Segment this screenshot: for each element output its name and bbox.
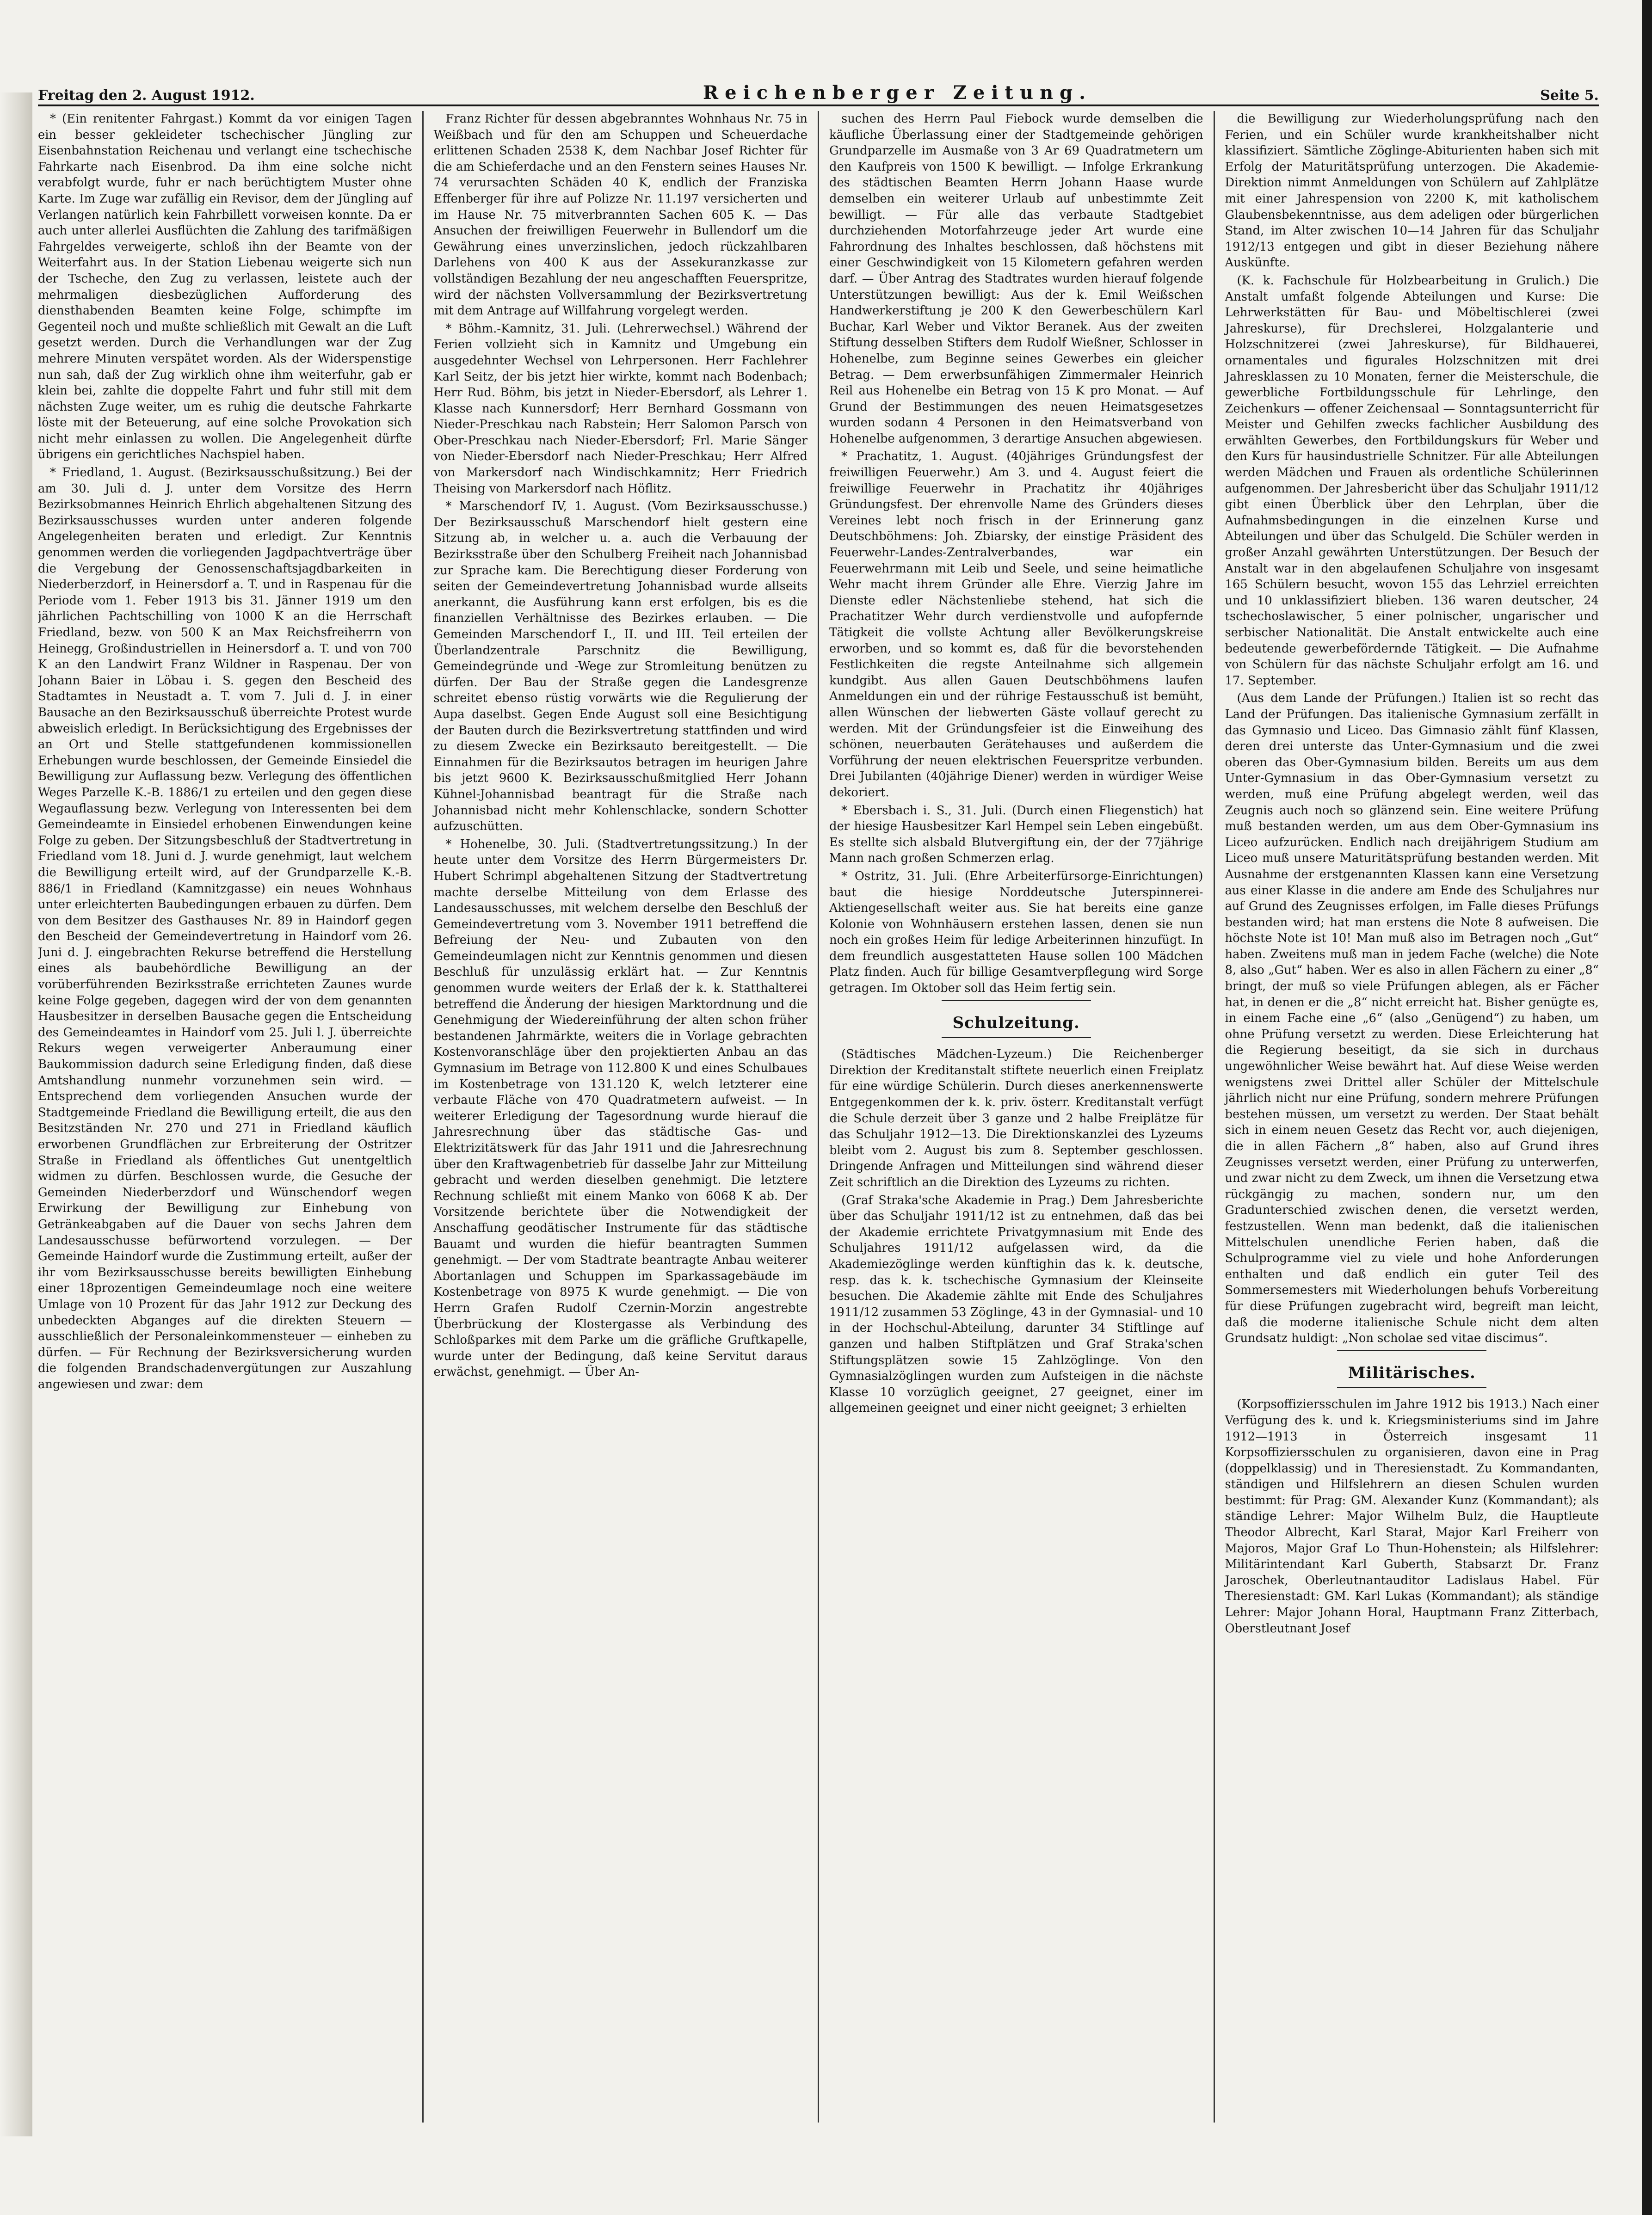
- article: die Bewilligung zur Wiederholungsprüfung nach den Ferien, und ein Schüler wurde krankheitshalber nicht klassifiziert. Sämtliche Zöglinge-Abiturienten haben sich mit Erfolg der Maturitätsprüfung unterzogen. Die Akademie-Direktion nimmt Anmeldungen von Schülern auf Zahlplätze mit einer Jahrespension von 2200 K, mit katholischem Glaubensbekenntnisse, aus dem adeligen oder bürgerlichen Stand, im Alter zwischen 10—14 Jahren für das Schuljahr 1912/13 entgegen und gibt in dieser Beziehung nähere Auskünfte.: [1225, 112, 1599, 270]
- section-divider: [1337, 1350, 1486, 1351]
- article: * Marschendorf IV, 1. August. (Vom Bezirksausschusse.) Der Bezirksausschuß Marschendorf hielt gestern eine Sitzung ab, in welcher u. a. auch die Verbauung der Bezirksstraße über den Schulberg Freiheit nach Johannisbad zur Sprache kam. Die Berechtigung dieser Forderung von seiten der Gemeindevertretung Johannisbad wurde allseits anerkannt, die Ausführung kann erst erfolgen, bis es die finanziellen Verhältnisse des Bezirkes erlauben. — Die Gemeinden Marschendorf I., II. und III. Teil erteilen der Überlandzentrale Parschnitz die Bewilligung, Gemeindegründe und -Wege zur Stromleitung benützen zu dürfen. Der Bau der Straße gegen die Landesgrenze schreitet ebenso rüstig vorwärts wie die Regulierung der Aupa daselbst. Gegen Ende August soll eine Besichtigung der Bauten durch die Bezirksvertretung stattfinden und wird zu diesem Zwecke ein Bezirksauto bereitgestellt. — Die Einnahmen für die Bezirksautos betragen im heurigen Jahre bis jetzt 9600 K. Bezirksausschußmitglied Herr Johann Kühnel-Johannisbad beantragt für die Straße nach Johannisbad nicht mehr Kohlenschlacke, sondern Schotter aufzuschütten.: [433, 499, 808, 834]
- section-title-schulzeitung: Schulzeitung.: [952, 1013, 1080, 1032]
- section-divider: [1337, 1387, 1486, 1388]
- article: * Böhm.-Kamnitz, 31. Juli. (Lehrerwechsel.) Während der Ferien vollzieht sich in Kamnitz und Umgebung ein ausgedehnter Wechsel von Lehrpersonen. Herr Fachlehrer Karl Seitz, der bis jetzt hier wirkte, kommt nach Bodenbach; Herr Rud. Böhm, bis jetzt in Nieder-Ebersdorf, als Lehrer 1. Klasse nach Kunnersdorf; Herr Bernhard Gossmann von Nieder-Preschkau nach Rabstein; Herr Salomon Parsch von Ober-Preschkau nach Nieder-Ebersdorf; Frl. Marie Sänger von Nieder-Ebersdorf nach Nieder-Preschkau; Herr Alfred von Markersdorf nach Windischkamnitz; Herr Friedrich Theising von Markersdorf nach Höflitz.: [433, 321, 808, 496]
- article: (K. k. Fachschule für Holzbearbeitung in Grulich.) Die Anstalt umfaßt folgende Abteilungen und Kurse: Die Lehrwerkstätten für Bau- und Möbeltischlerei (zwei Jahreskurse), für Drechslerei, Holzgalanterie und Holzschnitzerei (zwei Jahreskurse), für Bildhauerei, ornamentales und figurales Holzschnitzen mit drei Jahresklassen zu 10 Monaten, ferner die Meisterschule, die gewerbliche Fortbildungsschule für Lehrlinge, den Zeichenkurs — offener Zeichensaal — Sonntagsunterricht für Meister und Gehilfen zwecks fachlicher Ausbildung des erwählten Gewerbes, den Fortbildungskurs für Weber und den Kurs für hausindustrielle Schnitzer. Für alle Abteilungen werden Mädchen und Frauen als ordentliche Schülerinnen aufgenommen. Der Jahresbericht über das Schuljahr 1911/12 gibt einen Überblick über den Lehrplan, über die Aufnahmsbedingungen in die einzelnen Kurse und Abteilungen und über das Schulgeld. Die Schüler werden in großer Anzahl gewährten Unterstützungen. Der Besuch der Anstalt war in den abgelaufenen Schuljahre von insgesamt 165 Schülern besucht, wovon 155 das Lehrziel erreichten und 10 unklassifiziert blieben. 136 waren deutscher, 24 tschechoslawischer, 5 einer polnischer, ungarischer und serbischer Nationalität. Die Anstalt entwickelte auch eine bedeutende gewerbefördernde Tätigkeit. — Die Aufnahme von Schülern für das nächste Schuljahr erfolgt am 16. und 17. September.: [1225, 273, 1599, 688]
- scan-binding-shadow: [0, 92, 32, 2136]
- section-divider: [942, 1037, 1091, 1038]
- article: suchen des Herrn Paul Fiebock wurde demselben die käufliche Überlassung einer der Stadtgemeinde gehörigen Grundparzelle im Ausmaße von 3 Ar 69 Quadratmetern um den Kaufpreis von 1500 K bewilligt. — Infolge Erkrankung des städtischen Beamten Herrn Johann Haase wurde demselben ein weiterer Urlaub auf unbestimmte Zeit bewilligt. — Für alle das verbaute Stadtgebiet durchziehenden Motorfahrzeuge jeder Art wurde eine Fahrordnung des Inhaltes beschlossen, daß höchstens mit einer Geschwindigkeit von 15 Kilometern gefahren werden darf. — Über Antrag des Stadtrates wurden hierauf folgende Unterstützungen bewilligt: Aus der k. Emil Weißschen Handwerkerstiftung je 200 K den Gewerbeschülern Karl Buchar, Karl Weber und Viktor Beranek. Aus der zweiten Stiftung desselben Stifters dem Rudolf Wießner, Schlosser in Hohenelbe, zum Beginne seines Gewerbes ein gleicher Betrag. — Dem erwerbsunfähigen Zimmermaler Heinrich Reil aus Hohenelbe ein Betrag von 15 K pro Monat. — Auf Grund der Bestimmungen des neuen Heimatsgesetzes wurden sodann 4 Personen in den Heimatsverband von Hohenelbe aufgenommen, 3 derartige Ansuchen abgewiesen.: [829, 112, 1203, 446]
- header-date: Freitag den 2. August 1912.: [38, 87, 255, 104]
- article: * Ostritz, 31. Juli. (Ehre Arbeiterfürsorge-Einrichtungen) baut die hiesige Norddeutsche Juterspinnerei-Aktiengesellschaft weiter aus. Sie hat bereits eine ganze Kolonie von Wohnhäusern erstehen lassen, denen sie nun noch ein großes Heim für ledige Arbeiterinnen hinzufügt. In dem freundlich ausgestatteten Hause sollen 100 Mädchen Platz finden. Auch für billige Gesamtverpflegung wird Sorge getragen. Im Oktober soll das Heim fertig sein.: [829, 869, 1203, 996]
- column-1: [38, 111, 422, 2123]
- column-2: [422, 111, 818, 2123]
- scan-edge: [1642, 0, 1652, 2215]
- header-rule: [38, 105, 1599, 106]
- article: (Städtisches Mädchen-Lyzeum.) Die Reichenberger Direktion der Kreditanstalt stiftete neuerlich einen Freiplatz für eine würdige Schülerin. Durch dieses anerkennenswerte Entgegenkommen der k. k. priv. österr. Kreditanstalt verfügt die Schule derzeit über 3 ganze und 2 halbe Freiplätze für das Schuljahr 1912—13. Die Direktionskanzlei des Lyzeums bleibt vom 2. August bis zum 8. September geschlossen. Dringende Anfragen und Mitteilungen sind während dieser Zeit schriftlich an die Direktion des Lyzeums zu richten.: [829, 1047, 1203, 1189]
- column-4: [1214, 111, 1599, 2123]
- article: * Ebersbach i. S., 31. Juli. (Durch einen Fliegenstich) hat der hiesige Hausbesitzer Karl Hempel sein Leben eingebüßt. Es stellte sich alsbald Blutvergiftung ein, der der 77jährige Mann nach großen Schmerzen erlag.: [829, 803, 1203, 866]
- article: Franz Richter für dessen abgebranntes Wohnhaus Nr. 75 in Weißbach und für den am Schuppen und Scheuerdache erlittenen Schaden 2538 K, dem Nachbar Josef Richter für die am Schieferdache und an den Fenstern seines Hauses Nr. 74 verursachten Schäden 40 K, endlich der Franziska Effenberger für ihre auf Polizze Nr. 11.197 versicherten und im Hause Nr. 75 mitverbrannten Sachen 605 K. — Das Ansuchen der freiwilligen Feuerwehr in Bullendorf um die Gewährung eines unverzinslichen, jedoch rückzahlbaren Darlehens von 400 K aus der Assekuranzkasse zur vollständigen Bezahlung der neu angeschafften Feuerspritze, wird der nächsten Vollversammlung der Bezirksvertretung mit dem Antrage auf Willfahrung vorgelegt werden.: [433, 112, 808, 318]
- article: * Hohenelbe, 30. Juli. (Stadtvertretungssitzung.) In der heute unter dem Vorsitze des Herrn Bürgermeisters Dr. Hubert Schrimpl abgehaltenen Sitzung der Stadtvertretung machte derselbe Mitteilung von dem Erlasse des Landesausschusses, mit welchem derselbe den Beschluß der Gemeindevertretung vom 3. November 1911 betreffend die Befreiung der Neu- und Zubauten von den Gemeindeumlagen nicht zur Kenntnis genommen und diesen Beschluß für unzulässig erklärt hat. — Zur Kenntnis genommen wurde weiters der Erlaß der k. k. Statthalterei betreffend die Änderung der hiesigen Marktordnung und die Genehmigung der Wiedereinführung der alten schon früher bestandenen Jahrmärkte, weiters die in Vorlage gebrachten Kostenvoranschläge über den projektierten Anbau an das Gymnasium im Betrage von 112.800 K und eines Schulbaues im Kostenbetrage von 131.120 K, welch letzterer eine verbaute Fläche von 470 Quadratmetern aufweist. — In weiterer Erledigung der Tagesordnung wurde hierauf die Jahresrechnung über das städtische Gas- und Elektrizitätswerk für das Jahr 1911 und die Jahresrechnung über den Kraftwagenbetrieb für dasselbe Jahr zur Mitteilung gebracht und werden dieselben genehmigt. Die letztere Rechnung schließt mit einem Manko von 6068 K ab. Der Vorsitzende berichtete über die Notwendigkeit der Anschaffung geodätischer Instrumente für das städtische Bauamt und wurden die hiefür beantragten Summen genehmigt. — Der vom Stadtrate beantragte Anbau weiterer Abortanlagen und Schuppen im Sparkassagebäude im Kostenbetrage von 8975 K wurde genehmigt. — Die von Herrn Grafen Rudolf Czernin-Morzin angestrebte Überbrückung der Klostergasse als Verbindung des Schloßparkes mit dem Parke um die gräfliche Gruftkapelle, wurde unter der Bedingung, daß keine Servitut daraus erwächst, genehmigt. — Über An-: [433, 837, 808, 1379]
- section-title-militaerisches: Militärisches.: [1348, 1363, 1476, 1382]
- section-divider: [942, 1000, 1091, 1001]
- article: (Korpsoffiziersschulen im Jahre 1912 bis 1913.) Nach einer Verfügung des k. und k. Kriegsministeriums sind im Jahre 1912—1913 in Österreich insgesamt 11 Korpsoffiziersschulen zu organisieren, davon eine in Prag (doppelklassig) und in Theresienstadt. Zu Kommandanten, ständigen und Hilfslehrern an diesen Schulen wurden bestimmt: für Prag: GM. Alexander Kunz (Kommandant); als ständige Lehrer: Major Wilhelm Bulz, die Hauptleute Theodor Albrecht, Karl Starał, Major Karl Freiherr von Majoros, Major Graf Lo Thun-Hohenstein; als Hilfslehrer: Militärintendant Karl Guberth, Stabsarzt Dr. Franz Jaroschek, Oberleutnantauditor Ladislaus Habel. Für Theresienstadt: GM. Karl Lukas (Kommandant); als ständige Lehrer: Major Johann Horal, Hauptmann Franz Zitterbach, Oberstleutnant Josef: [1225, 1397, 1599, 1636]
- article: (Graf Straka'sche Akademie in Prag.) Dem Jahresberichte über das Schuljahr 1911/12 ist zu entnehmen, daß das bei der Akademie errichtete Privatgymnasium mit Ende des Schuljahres 1911/12 aufgelassen wird, da die Akademiezöglinge werden künftighin das k. k. deutsche, resp. das k. k. tschechische Gymnasium der Kleinseite besuchen. Die Akademie zählte mit Ende des Schuljahres 1911/12 zusammen 53 Zöglinge, 43 in der Gymnasial- und 10 in der Hochschul-Abteilung, darunter 34 Stiftlinge auf ganzen und halben Stiftplätzen und Graf Straka'schen Stiftungsplätzen sowie 15 Zahlzöglinge. Von den Gymnasialzöglingen wurden zum Aufsteigen in die nächste Klasse 10 vorzüglich geeignet, 27 geeignet, einer im allgemeinen geeignet und einer nicht geeignet; 3 erhielten: [829, 1193, 1203, 1415]
- article: (Aus dem Lande der Prüfungen.) Italien ist so recht das Land der Prüfungen. Das italienische Gymnasium zerfällt in das Gymnasio und Liceo. Das Gimnasio zählt fünf Klassen, deren drei unterste das Unter-Gymnasium und die zwei oberen das Ober-Gymnasium bilden. Bereits um aus dem Unter-Gymnasium in das Ober-Gymnasium versetzt zu werden, muß eine Prüfung abgelegt werden, weil das Zeugnis auch noch so glänzend sein. Eine weitere Prüfung muß bestanden werden, um aus dem Ober-Gymnasium ins Liceo aufzurücken. Endlich nach dreijährigem Studium am Liceo muß unsere Maturitätsprüfung bestanden werden. Mit Ausnahme der erstgenannten Klassen kann eine Versetzung aus einer Klasse in die andere am Ende des Schuljahres nur auf Grund des Zeugnisses erfolgen, im Falle dieses Prüfungs bestanden wird; hat man erstens die Note 8 aufweisen. Die höchste Note ist 10! Man muß also im Betragen noch „Gut“ haben. Zweitens muß man in jedem Fache (welche) die Note 8, also „Gut“ haben. Wer es also in allen Fächern zu einer „8“ bringt, der muß so viele Prüfungen ablegen, als er Fächer hat, in denen er die „8“ nicht erreicht hat. Bisher genügte es, in einem Fache eine „6“ (also „Genügend“) zu haben, um ohne Prüfung versetzt zu werden. Diese Erleichterung hat die Regierung beseitigt, da sie sich in durchaus ungewöhnlicher Weise bewährt hat. Auf diese Weise werden wenigstens zwei Drittel aller Schüler der Mittelschule jährlich nicht nur eine Prüfung, sondern mehrere Prüfungen bestehen müssen, um versetzt zu werden. Der Staat behält sich in einem neuen Gesetz das Recht vor, auch diejenigen, die in allen Fächern „8“ haben, also auf Grund ihres Zeugnisses versetzt werden, einer Prüfung zu unterwerfen, und zwar nicht zu dem Zweck, um ihnen die Versetzung etwa rückgängig zu machen, sondern nur, um den Gradunterschied zwischen denen, die versetzt werden, festzustellen. Wenn man bedenkt, daß die italienischen Mittelschulen unendliche Ferien haben, daß die Schulprogramme viel zu viele und hohe Anforderungen enthalten und daß endlich ein guter Teil des Sommersemesters mit Wiederholungen behufs Vorbereitung für diese Prüfungen zugebracht wird, begreift man leicht, daß die moderne italienische Schule nicht dem alten Grundsatz huldigt: „Non scholae sed vitae discimus“.: [1225, 691, 1599, 1346]
- columns: [38, 111, 1599, 2123]
- page-header: [38, 80, 1599, 104]
- header-page-number: Seite 5.: [1540, 87, 1599, 104]
- column-3: [818, 111, 1214, 2123]
- article: * (Ein renitenter Fahrgast.) Kommt da vor einigen Tagen ein besser gekleideter tschechischer Jüngling zur Eisenbahnstation Reichenau und verlangt eine tschechische Fahrkarte nach Eisenbrod. Da ihm eine solche nicht verabfolgt wurde, fuhr er nach berüchtigtem Muster ohne Karte. Im Zuge war zufällig ein Revisor, dem der Jüngling auf Verlangen natürlich kein Fahrbillett vorweisen konnte. Da er auch unter allerlei Ausflüchten die Zahlung des tarifmäßigen Fahrgeldes verweigerte, schloß ihn der Beamte von der Weiterfahrt aus. In der Station Liebenau weigerte sich nun der Tscheche, den Zug zu verlassen, leistete auch der mehrmaligen diesbezüglichen Aufforderung des diensthabenden Beamten keine Folge, schimpfte im Gegenteil noch und mußte schließlich mit Gewalt an die Luft gesetzt werden. Durch die Verhandlungen war der Zug mehrere Minuten verspätet worden. Als der Widerspenstige nun sah, daß der Zug wirklich ohne ihm weiterfuhr, gab er klein bei, zahlte die doppelte Fahrt und fuhr still mit dem nächsten Zuge weiter, um es ruhig die deutsche Fahrkarte löste mit der Beteuerung, auf eine solche Provokation sich nicht mehr einlassen zu wollen. Die Angelegenheit dürfte übrigens ein gerichtliches Nachspiel haben.: [38, 112, 412, 462]
- article: * Prachatitz, 1. August. (40jähriges Gründungsfest der freiwilligen Feuerwehr.) Am 3. und 4. August feiert die freiwillige Feuerwehr in Prachatitz ihr 40jähriges Gründungsfest. Der ehrenvolle Name des Gründers dieses Vereines lebt noch frisch in der Erinnerung ganz Deutschböhmens: Joh. Zbiarsky, der einstige Präsident des Feuerwehr-Landes-Zentralverbandes, war ein Feuerwehrmann mit Leib und Seele, und seine heimatliche Wehr macht ihrem Gründer alle Ehre. Vierzig Jahre im Dienste edler Nächstenliebe stehend, hat sich die Prachatitzer Wehr durch verdienstvolle und aufopfernde Tätigkeit die vollste Achtung aller Bevölkerungskreise erworben, und so kommt es, daß für die bevorstehenden Festlichkeiten die regste Anteilnahme sich allgemein kundgibt. Aus allen Gauen Deutschböhmens laufen Anmeldungen ein und der rührige Festausschuß ist bemüht, allen Wünschen der liebwerten Gäste vollauf gerecht zu werden. Mit der Gründungsfeier ist die Einweihung des schönen, neuerbauten Gerätehauses und außerdem die Vorführung der neuen elektrischen Feuerspritze verbunden. Drei Jubilanten (40jährige Diener) werden in würdiger Weise dekoriert.: [829, 449, 1203, 800]
- header-masthead: Reichenberger Zeitung.: [703, 82, 1092, 104]
- article: * Friedland, 1. August. (Bezirksausschußsitzung.) Bei der am 30. Juli d. J. unter dem Vorsitze des Herrn Bezirksobmannes Heinrich Ehrlich abgehaltenen Sitzung des Bezirksausschusses wurden unter anderen folgende Angelegenheiten beraten und erledigt. Zur Kenntnis genommen werden die vorliegenden Jagdpachtverträge über die Vergebung der Genossenschaftsjagdbarkeiten in Niederberzdorf, in Heinersdorf a. T. und in Raspenau für die Periode vom 1. Feber 1913 bis 31. Jänner 1919 um den jährlichen Pachtschilling von 1000 K an die Herrschaft Friedland, bezw. von 500 K an Max Reichsfreiherrn von Heinegg, Großindustriellen in Heinersdorf a. T. und von 700 K an den Landwirt Franz Wildner in Raspenau. Der von Johann Baier in Löbau i. S. gegen den Bescheid des Stadtamtes in Neustadt a. T. vom 7. Juli d. J. in einer Bausache an den Bezirksausschuß überreichte Protest wurde abweislich erledigt. In Berücksichtigung des Ergebnisses der an Ort und Stelle stattgefundenen kommissionellen Erhebungen wurde beschlossen, der Gemeinde Einsiedel die Bewilligung zur Auflassung bezw. Verlegung des öffentlichen Weges Parzelle K.-B. 1886/1 zu erteilen und den gegen diese Wegauflassung bezw. Verlegung von Interessenten bei dem Gemeindeamte in Einsiedel erhobenen Einwendungen keine Folge zu geben. Der Sitzungsbeschluß der Stadtvertretung in Friedland vom 18. Juni d. J. wurde genehmigt, laut welchem die Bewilligung erteilt wird, auf der Grundparzelle K.-B. 886/1 in Friedland (Kamnitzgasse) ein neues Wohnhaus unter erleichterten Baubedingungen erbauen zu dürfen. Dem von dem Besitzer des Gasthauses Nr. 89 in Haindorf gegen den Bescheid der Gemeindevertretung in Haindorf vom 26. Juni d. J. eingebrachten Rekurse betreffend die Herstellung eines als baubehördliche Bewilligung an der vorüberführenden Bezirksstraße errichteten Zaunes wurde keine Folge gegeben, dagegen wird der von dem genannten Hausbesitzer in derselben Bausache gegen die Entscheidung des Gemeindeamtes in Haindorf vom 25. Juli l. J. überreichte Rekurs wegen verweigerter Anberaumung einer Baukommission dadurch seine Erledigung finden, daß diese Amtshandlung nunmehr vorzunehmen sein wird. — Entsprechend dem vorliegenden Ansuchen wurde der Stadtgemeinde Friedland die Bewilligung erteilt, die aus den Besitzständen Nr. 270 und 271 in Friedland käuflich erworbenen Grundflächen zur Erbreiterung der Ostritzer Straße in Friedland als öffentliches Gut unentgeltlich widmen zu dürfen. Beschlossen wurde, die Gesuche der Gemeinden Niederberzdorf und Wünschendorf wegen Erwirkung der Bewilligung zur Einhebung von Getränkeabgaben auf die Dauer von sechs Jahren dem Landesausschusse befürwortend vorzulegen. — Der Gemeinde Haindorf wurde die Zustimmung erteilt, außer der ihr vom Bezirksausschusse bereits bewilligten Einhebung einer 18prozentigen Gemeindeumlage noch eine weitere Umlage von 10 Prozent für das Jahr 1912 zur Deckung des unbedeckten Abganges auf die direkten Steuern — ausschließlich der Personaleinkommensteuer — einheben zu dürfen. — Für Rechnung der Bezirksversicherung wurden die folgenden Brandschadenvergütungen zur Auszahlung angewiesen und zwar: dem: [38, 466, 412, 1391]
